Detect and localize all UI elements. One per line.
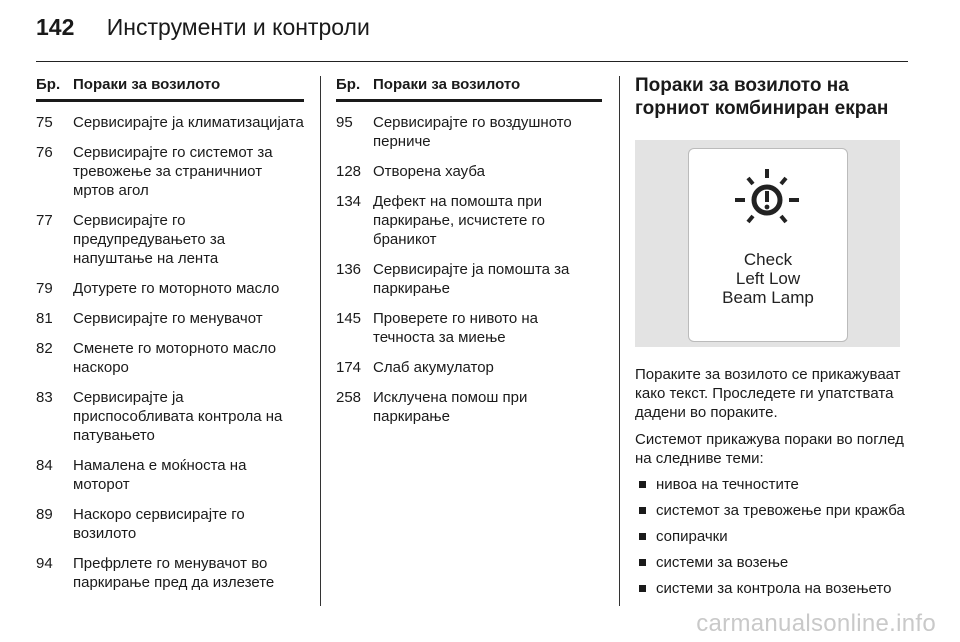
message-number: 81: [36, 310, 53, 327]
paragraph: Пораките за возилото се прикажуваат како текст. Проследете ги упатствата дадени во пораките.: [635, 366, 901, 421]
list-item-text: системи за контрола на возењето: [656, 580, 892, 597]
message-number: 76: [36, 144, 53, 161]
message-number: 128: [336, 163, 362, 180]
vehicle-messages-table-right: [336, 76, 602, 426]
page-title: Инструменти и контроли: [106, 14, 370, 40]
table-row: [336, 388, 602, 426]
message-text: Исклучена помош при паркирање: [373, 389, 528, 425]
message-text: Дефект на помошта при паркирање, исчистете го браникот: [373, 193, 545, 248]
message-text: Сервисирајте го воздушното перниче: [373, 114, 572, 150]
display-figure: [635, 140, 900, 347]
message-text: Сервисирајте го менувачот: [73, 310, 263, 327]
table-row: [36, 505, 304, 543]
table-row: [36, 143, 304, 200]
section-upper-display-messages: [635, 76, 910, 598]
list-item: [635, 553, 910, 572]
list-item-text: системот за тревожење при кражба: [656, 502, 905, 519]
table-row: [336, 192, 602, 249]
bullet-marker: [639, 585, 646, 592]
message-number: 83: [36, 389, 53, 406]
display-line: Check: [743, 250, 793, 269]
watermark: carmanualsonline.info: [696, 610, 936, 637]
message-text: Сменете го моторното масло наскоро: [73, 340, 277, 376]
list-item: [635, 579, 910, 598]
table-row: [336, 260, 602, 298]
table-row: [36, 388, 304, 445]
message-number: 79: [36, 280, 53, 297]
table-row: [36, 113, 304, 132]
table-row: [336, 162, 602, 181]
message-text: Наскоро сервисирајте го возилото: [73, 506, 245, 542]
page-number: 142: [36, 14, 75, 40]
column-message-header: Пораки за возилото: [373, 76, 521, 93]
header-divider: [36, 61, 908, 62]
message-number: 134: [336, 193, 362, 210]
bullet-marker: [639, 507, 646, 514]
message-text: Намалена е моќноста на моторот: [73, 457, 247, 493]
message-text: Сервисирајте го предупредувањето за напуштање на лента: [73, 212, 226, 267]
message-display: [688, 148, 848, 342]
table-row: [36, 211, 304, 268]
table-header: [36, 76, 304, 102]
message-text: Сервисирајте ја приспособливата контрола на патувањето: [73, 389, 283, 444]
bullet-marker: [639, 481, 646, 488]
display-message-text: [689, 250, 847, 307]
message-number: 145: [336, 310, 362, 327]
column-divider: [320, 76, 321, 606]
column-number-header: Бр.: [36, 76, 61, 93]
list-item: [635, 501, 910, 520]
display-line: Beam Lamp: [722, 288, 814, 307]
message-number: 77: [36, 212, 53, 229]
display-line: Left Low: [735, 269, 801, 288]
message-text: Сервисирајте ја помошта за паркирање: [373, 261, 570, 297]
page-header: [36, 14, 370, 41]
column-message-header: Пораки за возилото: [73, 76, 221, 93]
table-row: [336, 113, 602, 151]
message-number: 89: [36, 506, 53, 523]
table-row: [36, 279, 304, 298]
message-text: Проверете го нивото на течноста за миење: [373, 310, 538, 346]
bullet-marker: [639, 559, 646, 566]
message-text: Дотурете го моторното масло: [73, 280, 280, 297]
message-number: 174: [336, 359, 362, 376]
vehicle-messages-table-left: [36, 76, 304, 592]
message-number: 136: [336, 261, 362, 278]
message-number: 94: [36, 555, 53, 572]
section-title: Пораки за возилото на горниот комбиниран екран: [635, 75, 889, 119]
column-number-header: Бр.: [336, 76, 361, 93]
exterior-lamp-warning-icon: [731, 167, 803, 229]
table-row: [36, 339, 304, 377]
table-row: [36, 456, 304, 494]
table-row: [336, 358, 602, 377]
paragraph: Системот прикажува пораки во поглед на следниве теми:: [635, 431, 904, 467]
message-text: Отворена хауба: [373, 163, 485, 180]
bullet-marker: [639, 533, 646, 540]
list-item: [635, 475, 910, 494]
message-number: 84: [36, 457, 53, 474]
table-row: [36, 309, 304, 328]
list-item-text: нивоа на течностите: [656, 476, 799, 493]
list-item: [635, 527, 910, 546]
message-text: Сервисирајте ја климатизацијата: [73, 114, 304, 131]
column-divider: [619, 76, 620, 606]
list-item-text: системи за возење: [656, 554, 789, 571]
table-row: [36, 554, 304, 592]
message-number: 82: [36, 340, 53, 357]
table-header: [336, 76, 602, 102]
message-number: 258: [336, 389, 362, 406]
list-item-text: сопирачки: [656, 528, 728, 545]
message-number: 95: [336, 114, 353, 131]
message-text: Слаб акумулатор: [373, 359, 494, 376]
table-row: [336, 309, 602, 347]
message-text: Префрлете го менувачот во паркирање пред да излезете: [73, 555, 275, 591]
message-text: Сервисирајте го системот за тревожење за страничниот мртов агол: [73, 144, 273, 199]
message-number: 75: [36, 114, 53, 131]
